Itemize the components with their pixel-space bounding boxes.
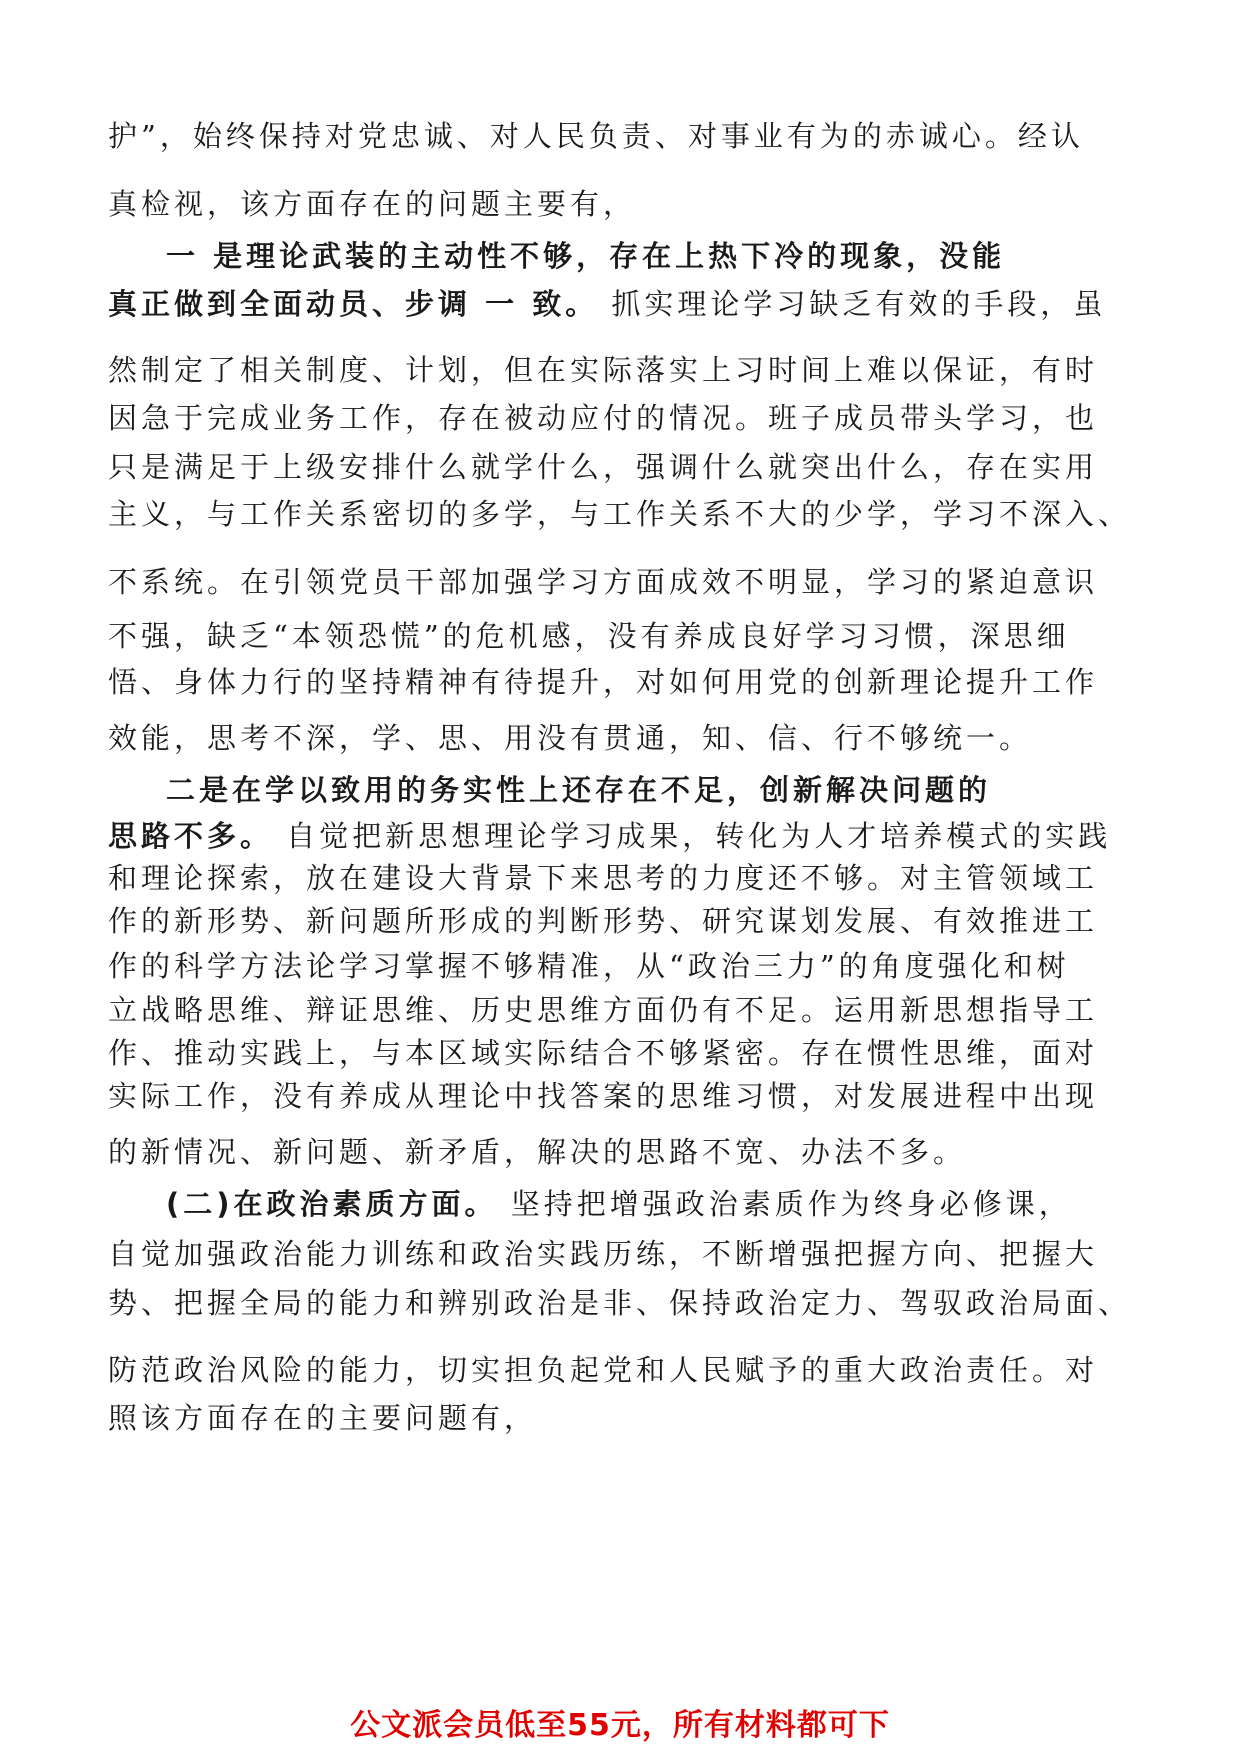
body-line [108,1134,966,1170]
line-text: 势、把握全局的能力和辨别政治是非、保持政治定力、驾驭政治局面、 [108,1286,1132,1320]
line-text: 作的新形势、新问题所形成的判断形势、研究谋划发展、有效推进工 [108,904,1099,938]
line-text: 真检视，该方面存在的问题主要有， [108,187,637,221]
body-line [108,118,1084,154]
heading-text: 思路不多。 [108,819,274,853]
body-line [108,400,1098,436]
body-line [108,186,636,222]
line-text: 照该方面存在的主要问题有， [108,1401,538,1435]
body-line [108,1078,1098,1114]
body-line [108,1285,1131,1321]
body-line [108,1400,537,1436]
line-text: 立战略思维、辩证思维、历史思维方面仍有不足。运用新思想指导工 [108,993,1099,1027]
line-text: 自觉把新思想理论学习成果，转化为人才培养模式的实践 [273,819,1112,853]
line-text: 只是满足于上级安排什么就学什么，强调什么就突出什么，存在实用 [108,450,1099,484]
heading-text: 一 是理论武装的主动性不够，存在上热下冷的现象，没能 [166,239,1006,273]
promo-footer: 公文派会员低至55元，所有材料都可下 [350,1708,890,1743]
heading-line [166,1186,1072,1222]
heading-line [166,772,991,808]
body-line [108,1352,1098,1388]
line-text: 不系统。在引领党员干部加强学习方面成效不明显，学习的紧迫意识 [108,565,1099,599]
line-text: 因急于完成业务工作，存在被动应付的情况。班子成员带头学习，也 [108,401,1099,435]
line-text: 作的科学方法论学习掌握不够精准，从“政治三力”的角度强化和树 [108,949,1070,983]
line-text: 效能，思考不深，学、思、用没有贯通，知、信、行不够统一。 [108,721,1033,755]
line-text: 抓实理论学习缺乏有效的手段，虽 [598,287,1107,321]
line-text: 然制定了相关制度、计划，但在实际落实上习时间上难以保证，有时 [108,353,1099,387]
heading-line [166,238,1005,274]
heading-line [108,818,1111,854]
body-line [108,903,1098,939]
line-text: 和理论探索，放在建设大背景下来思考的力度还不够。对主管领域工 [108,861,1099,895]
body-line [108,720,1032,756]
heading-text: (二)在政治素质方面。 [166,1187,498,1221]
body-line [108,860,1098,896]
heading-line [108,286,1106,322]
line-text: 防范政治风险的能力，切实担负起党和人民赋予的重大政治责任。对 [108,1353,1099,1387]
line-text: 作、推动实践上，与本区域实际结合不够紧密。存在惯性思维，面对 [108,1036,1099,1070]
body-line [108,1035,1098,1071]
line-text: 护”，始终保持对党忠诚、对人民负责、对事业有为的赤诚心。经认 [108,119,1084,153]
body-line [108,1236,1098,1272]
heading-text: 二是在学以致用的务实性上还存在不足，创新解决问题的 [166,773,992,807]
body-line [108,664,1098,700]
body-line [108,948,1070,984]
line-text: 自觉加强政治能力训练和政治实践历练，不断增强把握方向、把握大 [108,1237,1099,1271]
heading-text: 真正做到全面动员、步调 一 致。 [108,287,599,321]
body-line [108,618,1070,654]
body-line [108,496,1131,532]
line-text: 实际工作，没有养成从理论中找答案的思维习惯，对发展进程中出现 [108,1079,1099,1113]
line-text: 主义，与工作关系密切的多学，与工作关系不大的少学，学习不深入、 [108,497,1132,531]
body-line [108,564,1098,600]
body-line [108,992,1098,1028]
line-text: 不强，缺乏“本领恐慌”的危机感，没有养成良好学习习惯，深思细 [108,619,1070,653]
line-text: 的新情况、新问题、新矛盾，解决的思路不宽、办法不多。 [108,1135,967,1169]
line-text: 悟、身体力行的坚持精神有待提升，对如何用党的创新理论提升工作 [108,665,1099,699]
line-text: 坚持把增强政治素质作为终身必修课， [497,1187,1072,1221]
body-line [108,352,1098,388]
body-line [108,449,1098,485]
